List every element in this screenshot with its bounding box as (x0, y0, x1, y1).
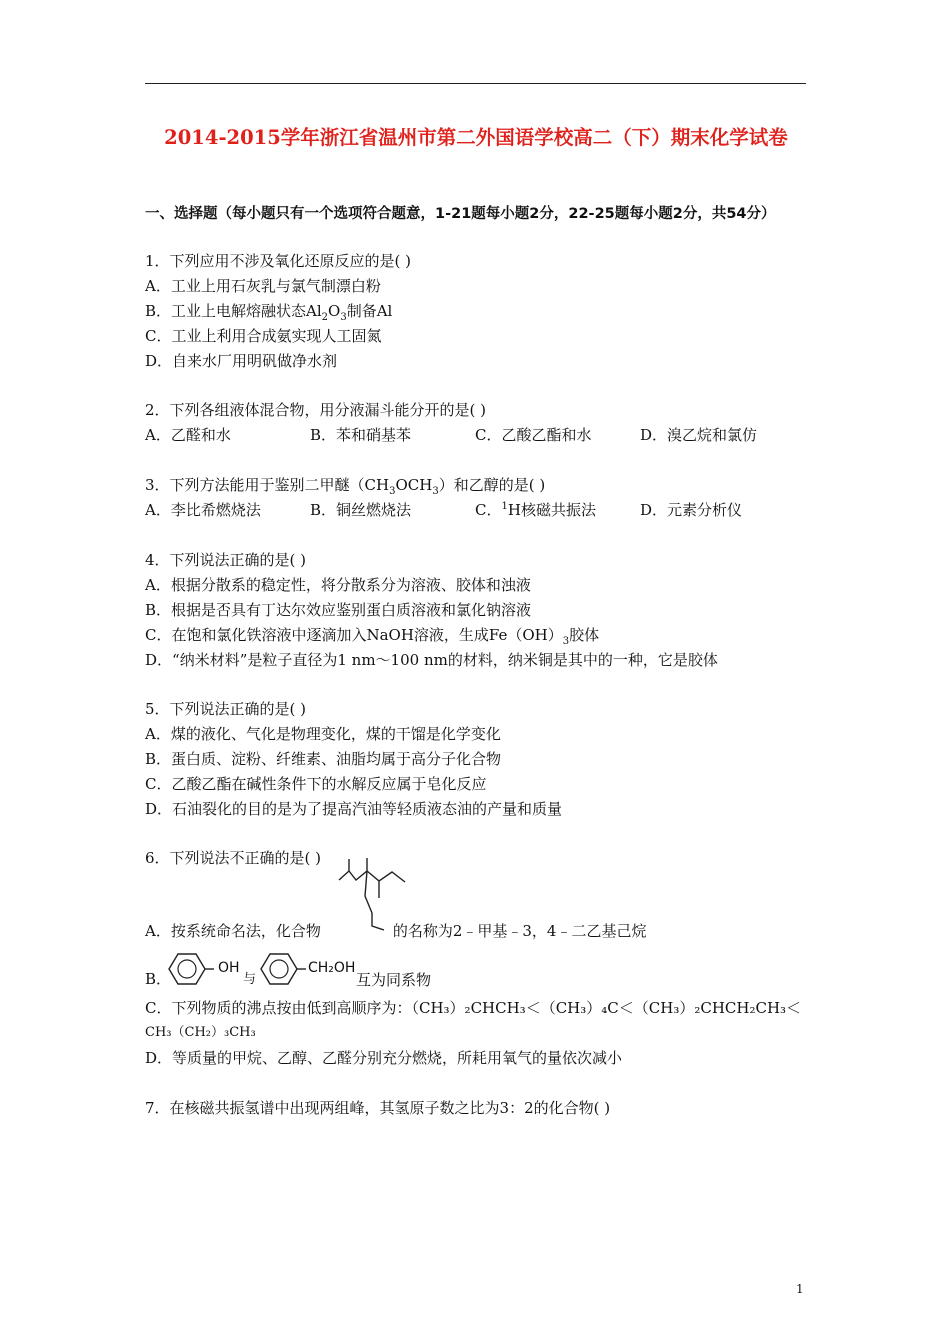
question-2-option-b: B．苯和硝基苯 (310, 426, 412, 444)
question-1-option-c: C．工业上利用合成氨实现人工固氮 (145, 327, 382, 345)
question-3-option-a: A．李比希燃烧法 (145, 501, 261, 519)
header-rule (145, 83, 806, 84)
question-6-option-b-label: B． (145, 970, 172, 988)
question-5-option-a: A．煤的液化、气化是物理变化，煤的干馏是化学变化 (145, 725, 501, 743)
question-6-option-a: A．按系统命名法，化合物 的名称为2﹣甲基﹣3，4﹣二乙基己烷 (145, 922, 647, 940)
document-title: 2014-2015学年浙江省温州市第二外国语学校高二（下）期末化学试卷 (164, 126, 788, 149)
question-6-option-c-line1: C．下列物质的沸点按由低到高顺序为：（CH₃）₂CHCH₃＜（CH₃）₄C＜（CH₃）₂CHCH₂CH₃＜ (145, 999, 802, 1017)
question-7-stem: 7．在核磁共振氢谱中出现两组峰，其氢原子数之比为3：2的化合物( ) (145, 1099, 611, 1117)
question-3-stem: 3．下列方法能用于鉴别二甲醚$(CH_3OCH_3)$和乙醇的是( ) (145, 476, 546, 497)
phenol-structure-icon (170, 952, 214, 986)
question-3-option-c: C．$^1$H核磁共振法 (475, 501, 596, 519)
question-2-option-d: D．溴乙烷和氯仿 (640, 426, 758, 444)
question-5-option-b: B．蛋白质、淀粉、纤维素、油脂均属于高分子化合物 (145, 750, 502, 768)
question-5-option-d: D．石油裂化的目的是为了提高汽油等轻质液态油的产量和质量 (145, 800, 563, 818)
question-5-stem: 5．下列说法正确的是( ) (145, 700, 307, 718)
question-6-option-b-text: 互为同系物 (356, 971, 432, 989)
question-2-option-a: A．乙醛和水 (145, 426, 231, 444)
question-4-stem: 4．下列说法正确的是( ) (145, 551, 307, 569)
benzyl-alcohol-structure-icon (262, 952, 306, 986)
question-2-stem: 2．下列各组液体混合物，用分液漏斗能分开的是( ) (145, 401, 487, 419)
page-number: 1 (796, 1282, 804, 1296)
question-2-option-c: C．乙酸乙酯和水 (475, 426, 592, 444)
phenol-oh-label: OH (218, 960, 240, 976)
question-5-option-c: C．乙酸乙酯在碱性条件下的水解反应属于皂化反应 (145, 775, 487, 793)
question-6-option-b-with: 与 (243, 972, 257, 987)
question-1-option-d: D．自来水厂用明矾做净水剂 (145, 352, 338, 370)
benzyl-ch2oh-label: CH₂OH (308, 960, 356, 976)
question-4-option-b: B．根据是否具有丁达尔效应鉴别蛋白质溶液和氯化钠溶液 (145, 601, 532, 619)
question-1-option-a: A．工业上用石灰乳与氯气制漂白粉 (145, 277, 381, 295)
question-3-option-d: D．元素分析仪 (640, 501, 743, 519)
question-4-option-a: A．根据分散系的稳定性，将分散系分为溶液、胶体和浊液 (145, 576, 531, 594)
question-6-option-d: D．等质量的甲烷、乙醇、乙醛分别充分燃烧，所耗用氧气的量依次减小 (145, 1049, 623, 1067)
question-1-stem: 1．下列应用不涉及氧化还原反应的是( ) (145, 252, 412, 270)
question-1-option-b: B．工业上电解熔融状态$Al_2O_3$制备Al (145, 302, 393, 323)
question-4-option-c: C．在饱和氯化铁溶液中逐滴加入NaOH溶液，生成$Fe(OH)_3$胶体 (145, 626, 600, 647)
section-heading: 一、选择题（每小题只有一个选项符合题意，1-21题每小题2分，22-25题每小题2分，共54分） (145, 206, 776, 222)
question-3-option-b: B．铜丝燃烧法 (310, 501, 412, 519)
question-6-stem: 6．下列说法不正确的是( ) (145, 849, 322, 867)
question-4-option-d: D．“纳米材料”是粒子直径为1 nm～100 nm的材料，纳米铜是其中的一种，它是胶体 (145, 651, 718, 669)
question-6-option-c-line2: CH₃（CH₂）₃CH₃ (145, 1025, 256, 1040)
